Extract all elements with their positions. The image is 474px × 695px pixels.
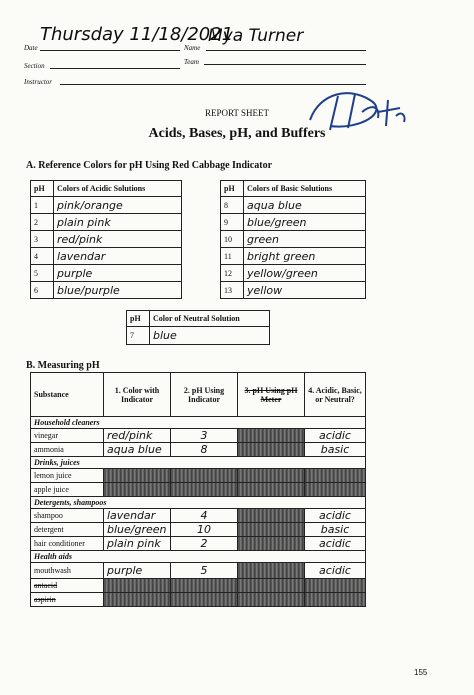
acidic-ph: 1: [31, 197, 54, 214]
acidic-ph: 2: [31, 214, 54, 231]
ph-meter-cell: [238, 483, 305, 497]
basic-ph: 10: [221, 231, 244, 248]
ph-meter-cell: [238, 593, 305, 607]
ph-cell: 2: [171, 537, 238, 551]
group-header: Drinks, juices: [31, 457, 366, 469]
measuring-ph-table: [30, 372, 366, 607]
ph-cell: [171, 469, 238, 483]
result-cell: basic: [305, 443, 366, 457]
instructor-label: Instructor: [24, 78, 52, 86]
basic-color: bright green: [244, 248, 366, 265]
result-cell: acidic: [305, 563, 366, 579]
substance: lemon juice: [31, 469, 104, 483]
basic-color: green: [244, 231, 366, 248]
result-cell: acidic: [305, 537, 366, 551]
color-cell: purple: [104, 563, 171, 579]
substance-header: Substance: [31, 373, 104, 417]
team-label: Team: [184, 58, 199, 66]
basic-color: yellow/green: [244, 265, 366, 282]
acidic-color: pink/orange: [54, 197, 182, 214]
ph-cell: 5: [171, 563, 238, 579]
acidic-ph: 4: [31, 248, 54, 265]
color-cell: aqua blue: [104, 443, 171, 457]
color-cell: [104, 593, 171, 607]
acidic-color: lavendar: [54, 248, 182, 265]
ph-meter-cell: [238, 563, 305, 579]
basic-ph: 9: [221, 214, 244, 231]
result-cell: [305, 483, 366, 497]
ph-meter-header: 3. pH Using pH Meter: [238, 373, 305, 417]
ph-meter-cell: [238, 523, 305, 537]
date-value: Thursday 11/18/2021: [40, 24, 234, 45]
result-cell: acidic: [305, 509, 366, 523]
name-label: Name: [184, 44, 201, 52]
report-sheet-label: REPORT SHEET: [204, 108, 270, 118]
ph-meter-cell: [238, 579, 305, 593]
basic-color: blue/green: [244, 214, 366, 231]
group-header: Detergents, shampoos: [31, 497, 366, 509]
group-header: Health aids: [31, 551, 366, 563]
color-cell: [104, 469, 171, 483]
neutral-table: [126, 310, 270, 345]
section-line: [50, 68, 180, 69]
ph-cell: 3: [171, 429, 238, 443]
neutral-color: blue: [150, 327, 270, 345]
color-cell: [104, 579, 171, 593]
name-value: Mya Turner: [208, 26, 304, 46]
acidic-table: [30, 180, 182, 299]
substance: aspirin: [31, 593, 104, 607]
acidic-ph: 5: [31, 265, 54, 282]
ph-cell: [171, 593, 238, 607]
acidic-color: plain pink: [54, 214, 182, 231]
color-cell: blue/green: [104, 523, 171, 537]
result-cell: [305, 469, 366, 483]
ph-cell: [171, 483, 238, 497]
color-cell: red/pink: [104, 429, 171, 443]
basic-ph: 13: [221, 282, 244, 299]
acidic-ph-header: pH: [31, 181, 54, 197]
neutral-color-header: Color of Neutral Solution: [150, 311, 270, 327]
ph-cell: 4: [171, 509, 238, 523]
substance: apple juice: [31, 483, 104, 497]
color-indicator-header: 1. Color with Indicator: [104, 373, 171, 417]
ph-cell: [171, 579, 238, 593]
basic-ph: 11: [221, 248, 244, 265]
result-cell: [305, 579, 366, 593]
substance: shampoo: [31, 509, 104, 523]
name-line: [206, 50, 366, 51]
team-line: [204, 64, 366, 65]
acidic-ph: 3: [31, 231, 54, 248]
group-header: Household cleaners: [31, 417, 366, 429]
section-label: Section: [24, 62, 45, 70]
basic-ph: 12: [221, 265, 244, 282]
page-title: Acids, Bases, pH, and Buffers: [148, 126, 326, 141]
acidic-color: red/pink: [54, 231, 182, 248]
basic-ph: 8: [221, 197, 244, 214]
section-a-heading: A. Reference Colors for pH Using Red Cabbage Indicator: [26, 160, 273, 171]
basic-color: yellow: [244, 282, 366, 299]
ph-meter-cell: [238, 537, 305, 551]
result-cell: basic: [305, 523, 366, 537]
result-cell: acidic: [305, 429, 366, 443]
basic-ph-header: pH: [221, 181, 244, 197]
ph-cell: 8: [171, 443, 238, 457]
page-number: 155: [414, 668, 428, 677]
ph-indicator-header: 2. pH Using Indicator: [171, 373, 238, 417]
neutral-ph: 7: [127, 327, 150, 345]
result-header: 4. Acidic, Basic, or Neutral?: [305, 373, 366, 417]
color-cell: plain pink: [104, 537, 171, 551]
substance: antacid: [31, 579, 104, 593]
date-line: [40, 50, 180, 51]
acidic-ph: 6: [31, 282, 54, 299]
substance: detergent: [31, 523, 104, 537]
basic-color-header: Colors of Basic Solutions: [244, 181, 366, 197]
ph-meter-cell: [238, 443, 305, 457]
ph-meter-cell: [238, 469, 305, 483]
ph-cell: 10: [171, 523, 238, 537]
basic-table: [220, 180, 366, 299]
section-b-heading: B. Measuring pH: [26, 360, 100, 371]
substance: vinegar: [31, 429, 104, 443]
ph-meter-cell: [238, 509, 305, 523]
acidic-color: blue/purple: [54, 282, 182, 299]
basic-color: aqua blue: [244, 197, 366, 214]
color-cell: [104, 483, 171, 497]
substance: ammonia: [31, 443, 104, 457]
substance: hair conditioner: [31, 537, 104, 551]
result-cell: [305, 593, 366, 607]
acidic-color-header: Colors of Acidic Solutions: [54, 181, 182, 197]
neutral-ph-header: pH: [127, 311, 150, 327]
color-cell: lavendar: [104, 509, 171, 523]
acidic-color: purple: [54, 265, 182, 282]
substance: mouthwash: [31, 563, 104, 579]
ph-meter-cell: [238, 429, 305, 443]
date-label: Date: [24, 44, 38, 52]
